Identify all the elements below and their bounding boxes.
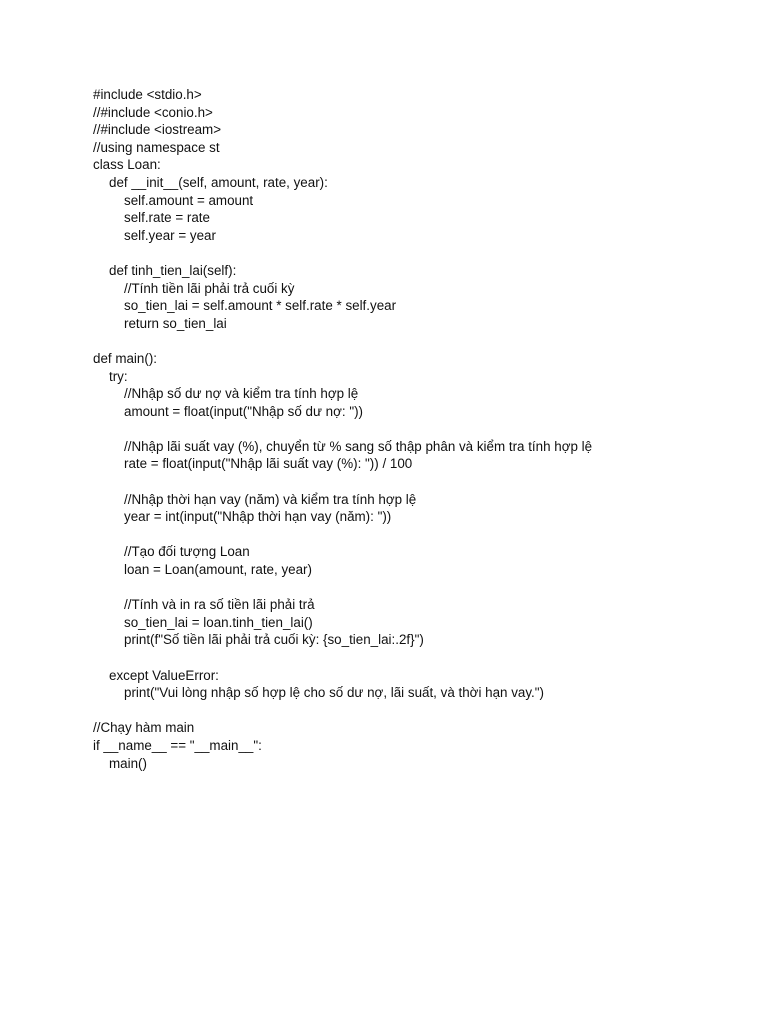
code-line: except ValueError: [109, 667, 219, 683]
code-line: def __init__(self, amount, rate, year): [109, 174, 328, 190]
code-line: try: [109, 368, 128, 384]
code-line: self.year = year [124, 227, 216, 243]
code-comment: //Tính và in ra số tiền lãi phải trả [124, 597, 315, 613]
code-line: main() [109, 755, 147, 771]
code-line: print(f"Số tiền lãi phải trả cuối kỳ: {so_tien_lai:.2f}") [124, 632, 424, 648]
code-line: def main(): [93, 350, 157, 366]
code-line: //#include <conio.h> [93, 104, 213, 120]
code-line: print("Vui lòng nhập số hợp lệ cho số dư nợ, lãi suất, và thời hạn vay.") [124, 685, 544, 701]
blank-line [93, 526, 733, 544]
code-line: so_tien_lai = loan.tinh_tien_lai() [124, 614, 313, 630]
code-comment: //Nhập lãi suất vay (%), chuyển từ % sang số thập phân và kiểm tra tính hợp lệ [124, 438, 593, 454]
code-line: return so_tien_lai [124, 315, 227, 331]
code-comment: //Tính tiền lãi phải trả cuối kỳ [124, 280, 295, 296]
blank-line [93, 579, 733, 597]
blank-line [93, 244, 733, 262]
code-comment: //Chạy hàm main [93, 720, 195, 736]
code-line: so_tien_lai = self.amount * self.rate * self.year [124, 298, 397, 314]
code-line: self.rate = rate [124, 210, 210, 226]
blank-line [93, 332, 733, 350]
blank-line [93, 473, 733, 491]
code-line: #include <stdio.h> [93, 87, 202, 102]
code-line: def tinh_tien_lai(self): [109, 262, 237, 278]
code-line: class Loan: [93, 157, 161, 173]
code-line: self.amount = amount [124, 192, 254, 208]
code-line: amount = float(input("Nhập số dư nợ: ")) [124, 403, 364, 419]
code-listing [93, 86, 733, 772]
blank-line [93, 420, 733, 438]
code-line: //#include <iostream> [93, 122, 222, 138]
code-line: loan = Loan(amount, rate, year) [124, 562, 312, 578]
code-line: if __name__ == "__main__": [93, 737, 262, 753]
code-line: rate = float(input("Nhập lãi suất vay (%): ")) / 100 [124, 456, 413, 472]
code-line: year = int(input("Nhập thời hạn vay (năm): ")) [124, 509, 392, 525]
code-comment: //Nhập thời hạn vay (năm) và kiểm tra tính hợp lệ [124, 491, 417, 507]
blank-line [93, 702, 733, 720]
blank-line [93, 649, 733, 667]
code-comment: //Nhập số dư nợ và kiểm tra tính hợp lệ [124, 386, 359, 402]
code-comment: //Tạo đối tượng Loan [124, 544, 250, 560]
code-line: //using namespace st [93, 139, 220, 155]
